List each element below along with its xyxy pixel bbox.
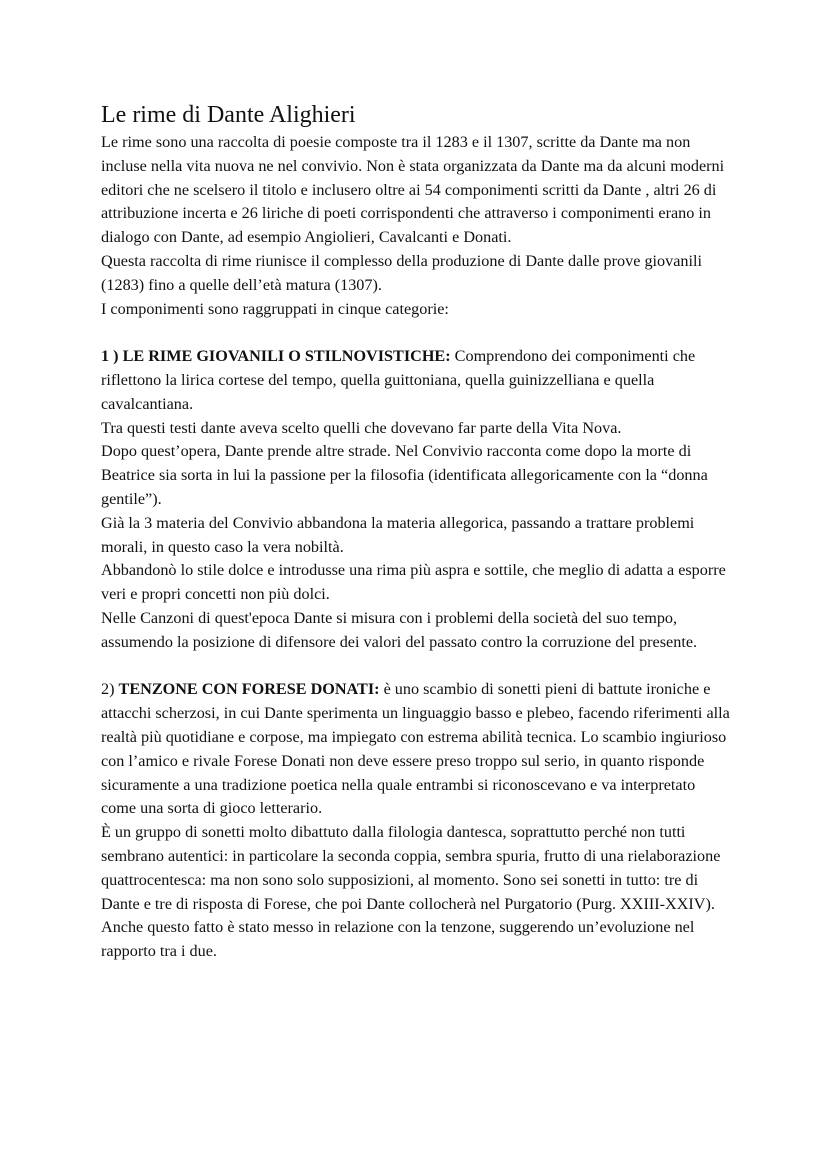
section1-paragraph: Tra questi testi dante aveva scelto quelli che dovevano far parte della Vita Nova. [101, 418, 622, 437]
section1-heading: 1 ) LE RIME GIOVANILI O STILNOVISTICHE: [101, 347, 451, 366]
section1-paragraph: Abbandonò lo stile dolce e introdusse una rima più aspra e sottile, che meglio di adatta a esporre veri e propri concetti non più dolci. [101, 561, 726, 604]
spacer [101, 655, 731, 679]
intro-paragraph-1: Le rime sono una raccolta di poesie composte tra il 1283 e il 1307, scritte da Dante ma non incluse nella vita nuova ne nel convivio. Non è stata organizzata da Dante ma da alcuni moderni editori che ne scelsero il titolo e inclusero oltre ai 54 componimenti scritti da Dante , altri 26 di attribuzione incerta e 26 liriche di poeti corrispondenti che attraverso i componimenti erano in dialogo con Dante, ad esempio Angiolieri, Cavalcanti e Donati. [101, 133, 725, 247]
section2-lead: è uno scambio di sonetti pieni di battute ironiche e attacchi scherzosi, in cui Dante sperimenta un linguaggio basso e plebeo, facendo riferimenti alla realtà più quotidiane e corpose, ma impiegato con estrema abilità tecnica. Lo scambio ingiurioso con l’amico e rivale Forese Donati non deve essere preso troppo sul serio, in quanto risponde sicuramente a una tradizione poetica nella quale entrambi si riconoscevano e va interpretato come una sorta di gioco letterario. [101, 680, 730, 818]
section2-heading: TENZONE CON FORESE DONATI: [118, 680, 380, 699]
intro-paragraph-2: Questa raccolta di rime riunisce il complesso della produzione di Dante dalle prove giovanili (1283) fino a quelle dell’età matura (1307). [101, 251, 702, 294]
document-page [101, 100, 731, 964]
document-title: Le rime di Dante Alighieri [101, 102, 356, 128]
intro-paragraph-3: I componimenti sono raggruppati in cinque categorie: [101, 299, 449, 318]
section1-paragraph: Già la 3 materia del Convivio abbandona la materia allegorica, passando a trattare problemi morali, in questo caso la vera nobiltà. [101, 513, 695, 556]
spacer [101, 321, 731, 345]
section2-lead-paragraph [101, 678, 731, 821]
section1-lead-paragraph [101, 345, 731, 416]
section2-paragraph: È un gruppo di sonetti molto dibattuto dalla filologia dantesca, soprattutto perché non tutti sembrano autentici: in particolare la seconda coppia, sembra spuria, frutto di una rielaborazione quattrocentesca: ma non sono solo supposizioni, al momento. Sono sei sonetti in tutto: tre di Dante e tre di risposta di Forese, che poi Dante collocherà nel Purgatorio (Purg. XXIII-XXIV). Anche questo fatto è stato messo in relazione con la tenzone, suggerendo un’evoluzione nel rapporto tra i due. [101, 823, 721, 961]
section1-paragraph: Dopo quest’opera, Dante prende altre strade. Nel Convivio racconta come dopo la morte di Beatrice sia sorta in lui la passione per la filosofia (identificata allegoricamente con la “donna gentile”). [101, 442, 708, 508]
section2-number: 2) [101, 680, 119, 699]
section1-paragraph: Nelle Canzoni di quest'epoca Dante si misura con i problemi della società del suo tempo, assumendo la posizione di difensore dei valori del passato contro la corruzione del presente. [101, 608, 698, 651]
section1-lead: Comprendono dei componimenti che riflettono la lirica cortese del tempo, quella guittoniana, quella guinizzelliana e quella cavalcantiana. [101, 347, 696, 413]
